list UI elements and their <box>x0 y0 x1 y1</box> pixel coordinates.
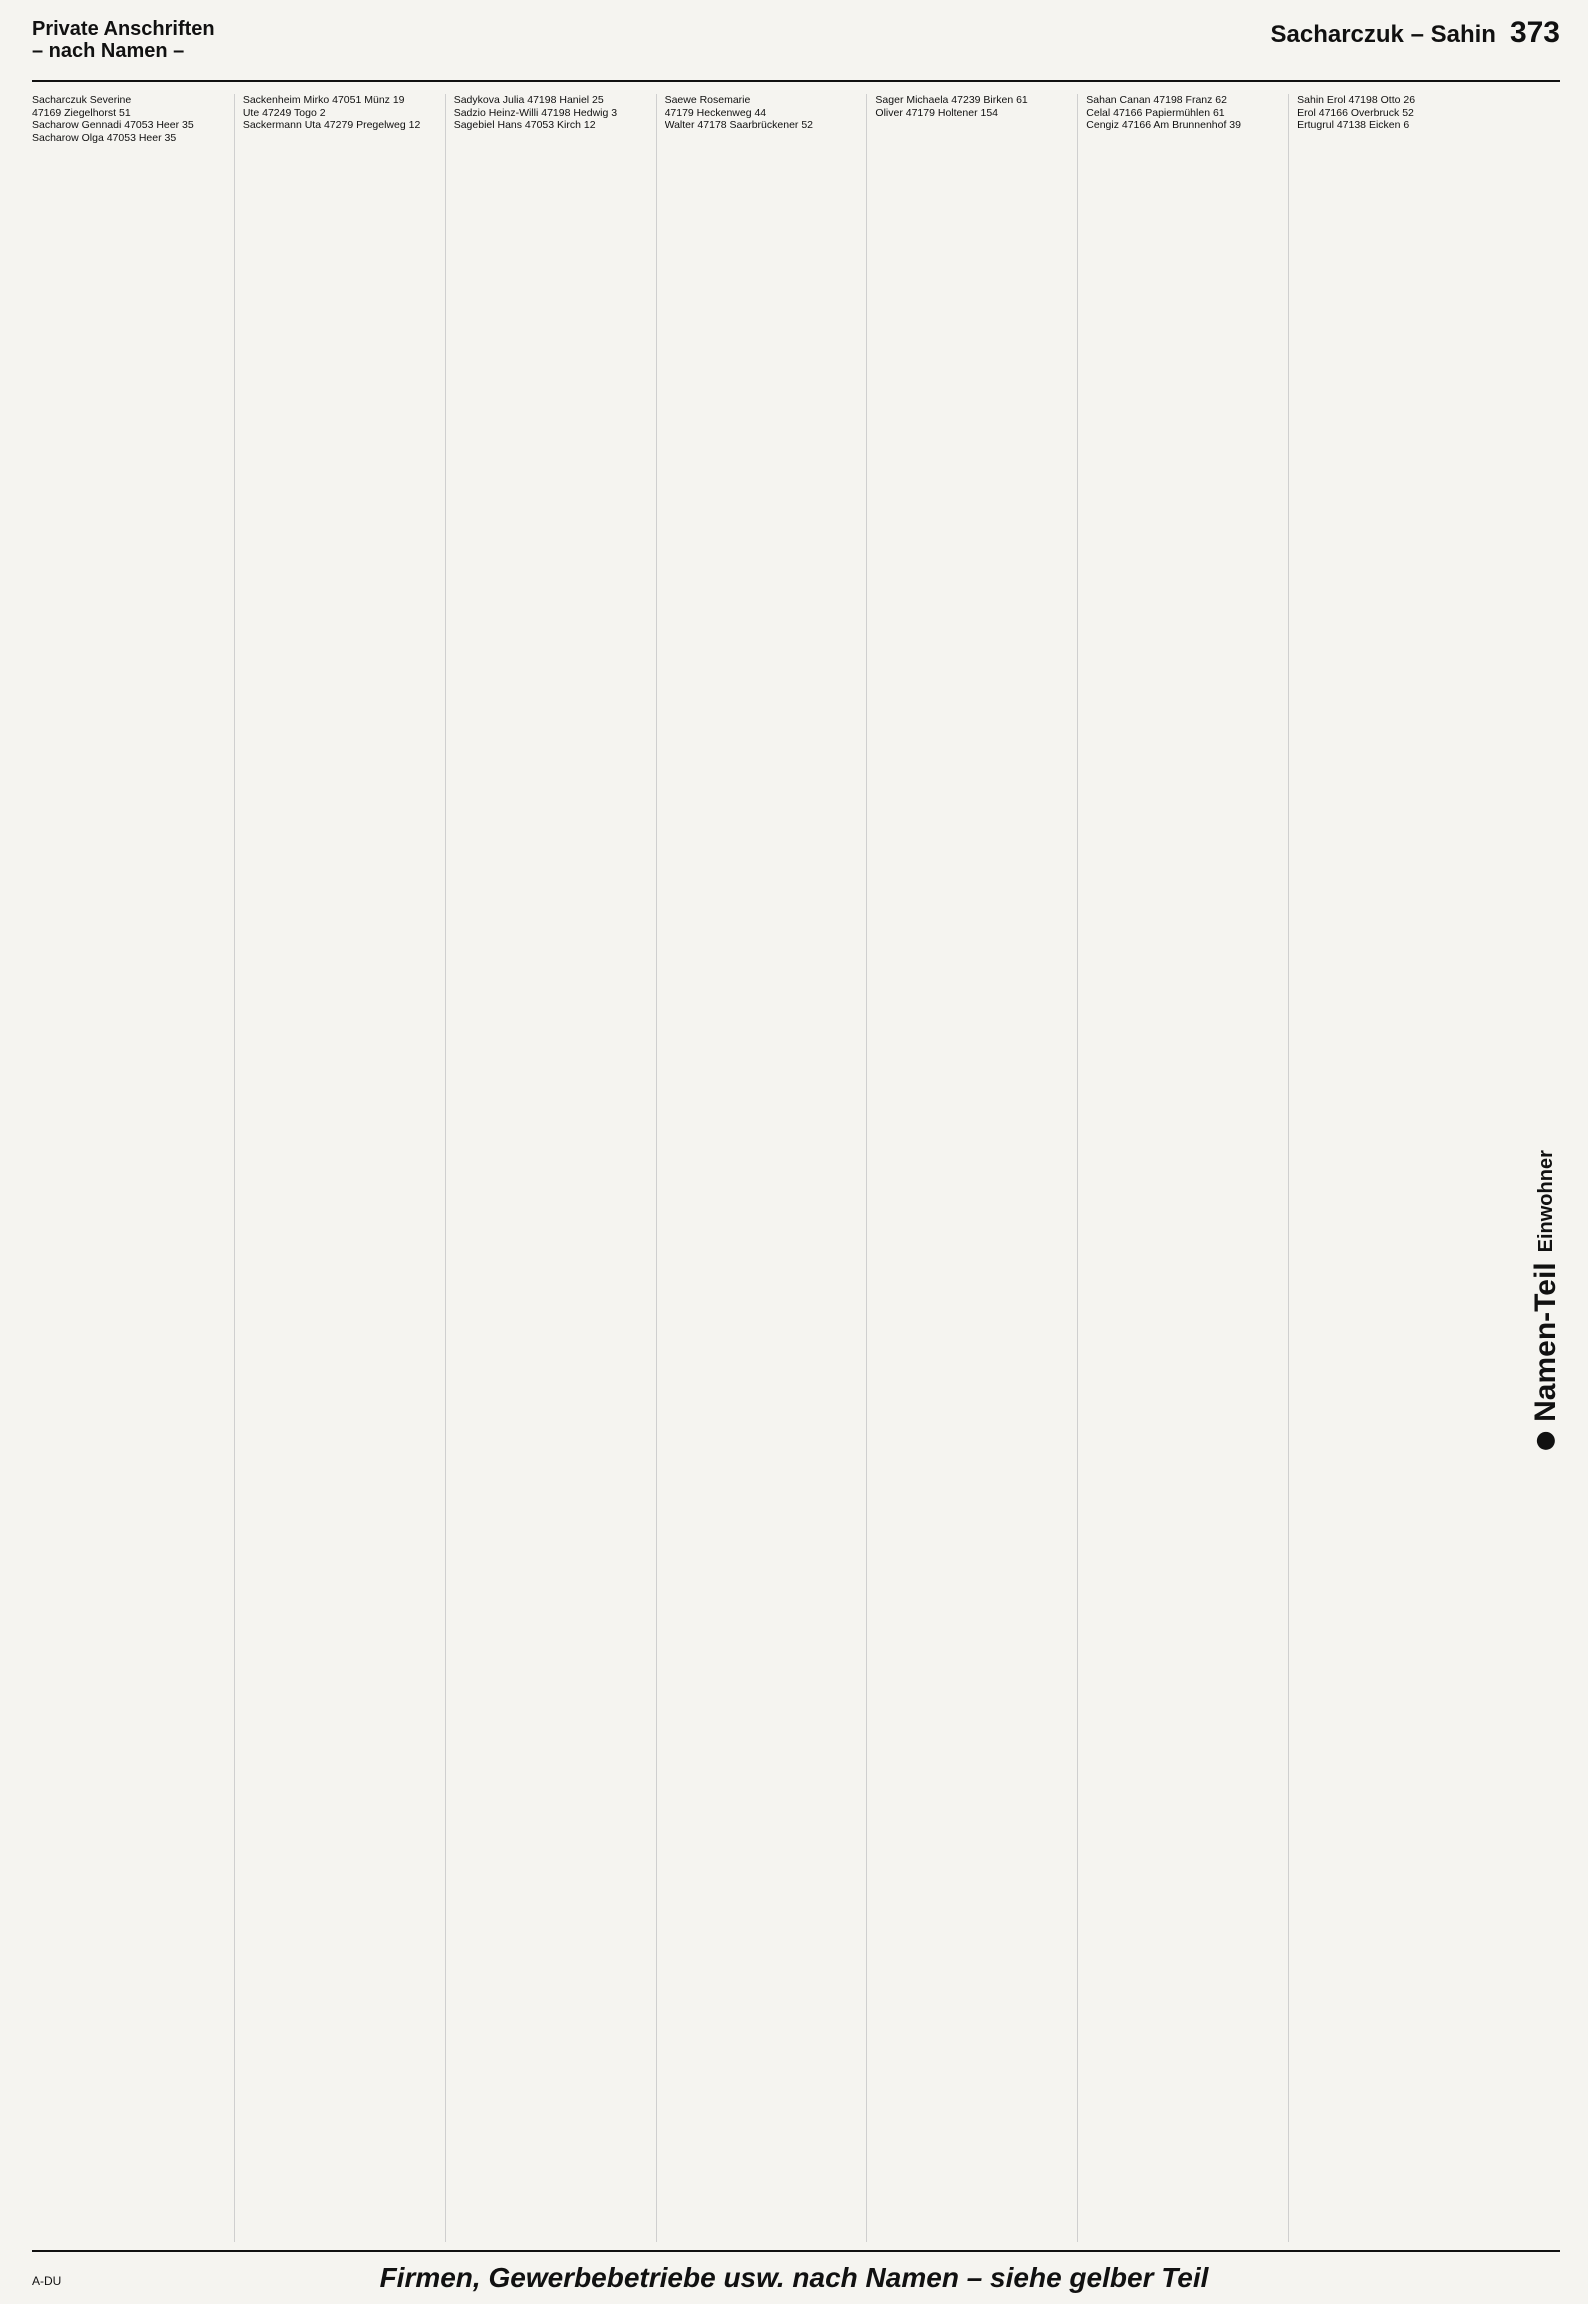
footer-rule <box>32 2250 1560 2252</box>
directory-entry: Sadzio Heinz-Willi 47198 Hedwig 3 <box>453 106 618 119</box>
header-right <box>1271 16 1561 50</box>
directory-entry: Ertugrul 47138 Eicken 6 <box>1297 119 1410 132</box>
side-tab-inner <box>1529 1150 1563 1450</box>
footer-code: A-DU <box>32 2274 62 2288</box>
running-head: Sacharczuk – Sahin <box>1270 21 1496 48</box>
directory-entry: Sadykova Julia 47198 Haniel 25 <box>453 94 604 106</box>
directory-entry: Sacharczuk Severine <box>32 94 132 106</box>
directory-entry: Erol 47166 Overbruck 52 <box>1297 106 1414 119</box>
directory-entry: Sahan Canan 47198 Franz 62 <box>1086 94 1227 106</box>
footer-banner: Firmen, Gewerbebetriebe usw. nach Namen – siehe gelber Teil <box>379 2262 1209 2293</box>
directory-entry: Sagebiel Hans 47053 Kirch 12 <box>453 119 596 132</box>
directory-entry: 47169 Ziegelhorst 51 <box>32 106 131 119</box>
directory-entry: Ute 47249 Togo 2 <box>242 106 326 119</box>
directory-columns <box>32 94 1500 2242</box>
directory-column <box>32 94 235 2242</box>
directory-column <box>665 94 868 2242</box>
directory-entry: Sahin Erol 47198 Otto 26 <box>1297 94 1416 106</box>
bullet-dot <box>1537 1432 1555 1450</box>
directory-entry: Saewe Rosemarie <box>664 94 751 106</box>
page-header <box>32 12 1560 76</box>
directory-entry: Cengiz 47166 Am Brunnenhof 39 <box>1086 119 1241 132</box>
directory-entry: Walter 47178 Saarbrückener 52 <box>664 119 814 132</box>
section-label-line1: Private Anschriften <box>32 18 215 40</box>
directory-entry: Sacharow Olga 47053 Heer 35 <box>32 131 177 144</box>
side-tab-small: Einwohner <box>1534 1150 1557 1253</box>
directory-column <box>1297 94 1500 2242</box>
directory-entry: Sackenheim Mirko 47051 Münz 19 <box>242 94 405 106</box>
directory-entry: Sackermann Uta 47279 Pregelweg 12 <box>242 119 421 132</box>
page-number: 373 <box>1509 16 1560 49</box>
directory-column <box>454 94 657 2242</box>
directory-entry: Sager Michaela 47239 Birken 61 <box>875 94 1028 106</box>
directory-entry: Oliver 47179 Holtener 154 <box>875 106 998 119</box>
side-tab <box>1510 1150 1582 1422</box>
header-rule <box>32 80 1560 82</box>
directory-entry: 47179 Heckenweg 44 <box>664 106 767 119</box>
directory-entry: Celal 47166 Papiermühlen 61 <box>1086 106 1225 119</box>
directory-column <box>243 94 446 2242</box>
directory-column <box>875 94 1078 2242</box>
section-label-line2: – nach Namen – <box>32 40 185 62</box>
side-tab-big: Namen-Teil <box>1529 1262 1562 1422</box>
section-label <box>32 18 215 62</box>
directory-entry: Sacharow Gennadi 47053 Heer 35 <box>32 119 194 132</box>
directory-column <box>1086 94 1289 2242</box>
